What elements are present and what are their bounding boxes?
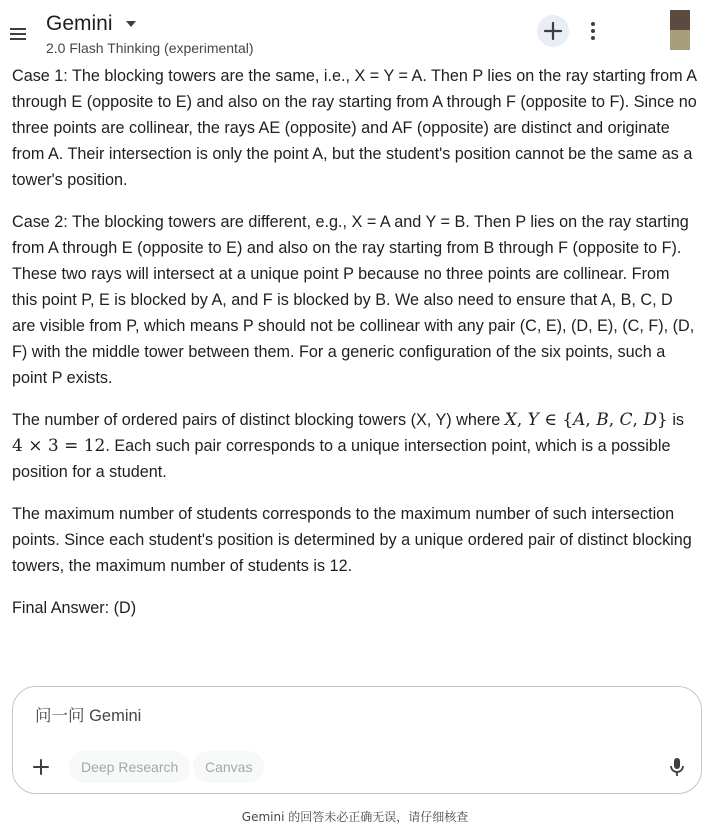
case-1-paragraph: Case 1: The blocking towers are the same, i.e., X = Y = A. Then P lies on the ray starting from A through E (opposite to E) and also on the ray starting from A through F (opposite to F). Since no three points are collinear, the rays AE (opposite) and AF (opposite) are distinct and originate from A. Their intersection is only the point A, but the student's position cannot be the same as a tower's position. [12,67,697,189]
math-product-expression: 4 × 3 = 12 [12,436,106,456]
case-2-paragraph: Case 2: The blocking towers are different, e.g., X = A and Y = B. Then P lies on the ray starting from A through E (opposite to E) and also on the ray starting from B through F (opposite to F). These two rays will intersect at a unique point P because no three points are collinear. From this point P, E is blocked by A, and F is blocked by B. We also need to ensure that A, B, C, D are visible from P, which means P should not be collinear with any pair (C, E), (D, E), (C, F), (D, F) with the middle tower between them. For a generic configuration of the six points, such a point P exists. [12,213,695,387]
response-content [12,63,698,637]
canvas-chip[interactable]: Canvas [193,751,264,783]
math-set-expression: X, Y ∈ {A, B, C, D} [504,410,668,430]
microphone-icon [665,755,689,779]
top-app-bar [0,0,710,62]
new-chat-button[interactable] [537,15,569,47]
microphone-button[interactable] [665,755,689,779]
model-name[interactable]: Gemini [46,12,113,35]
pairs-text-middle: is [672,411,685,429]
final-answer: Final Answer: (D) [12,599,137,617]
add-attachment-button[interactable] [27,753,55,781]
plus-icon [27,753,55,781]
prompt-input[interactable] [33,701,637,731]
deep-research-chip[interactable]: Deep Research [69,751,190,783]
plus-icon [537,15,569,47]
chevron-down-icon[interactable] [124,18,138,30]
hamburger-menu-icon[interactable] [8,24,28,44]
disclaimer-text: Gemini 的回答未必正确无误，请仔细核查 [241,810,469,824]
pairs-text-before: The number of ordered pairs of distinct blocking towers (X, Y) where [12,411,505,429]
more-options-button[interactable] [582,19,604,43]
pairs-text-after: . Each such pair corresponds to a unique intersection point, which is a possible position for a student. [12,437,671,481]
prompt-composer [12,686,702,794]
model-variant: 2.0 Flash Thinking (experimental) [46,40,254,56]
avatar[interactable] [670,10,690,50]
pairs-paragraph [12,407,698,485]
max-students-paragraph: The maximum number of students corresponds to the maximum number of such intersection points. Since each student's position is determined by a unique ordered pair of distinct blocking towers, the maximum number of students is 12. [12,505,692,575]
